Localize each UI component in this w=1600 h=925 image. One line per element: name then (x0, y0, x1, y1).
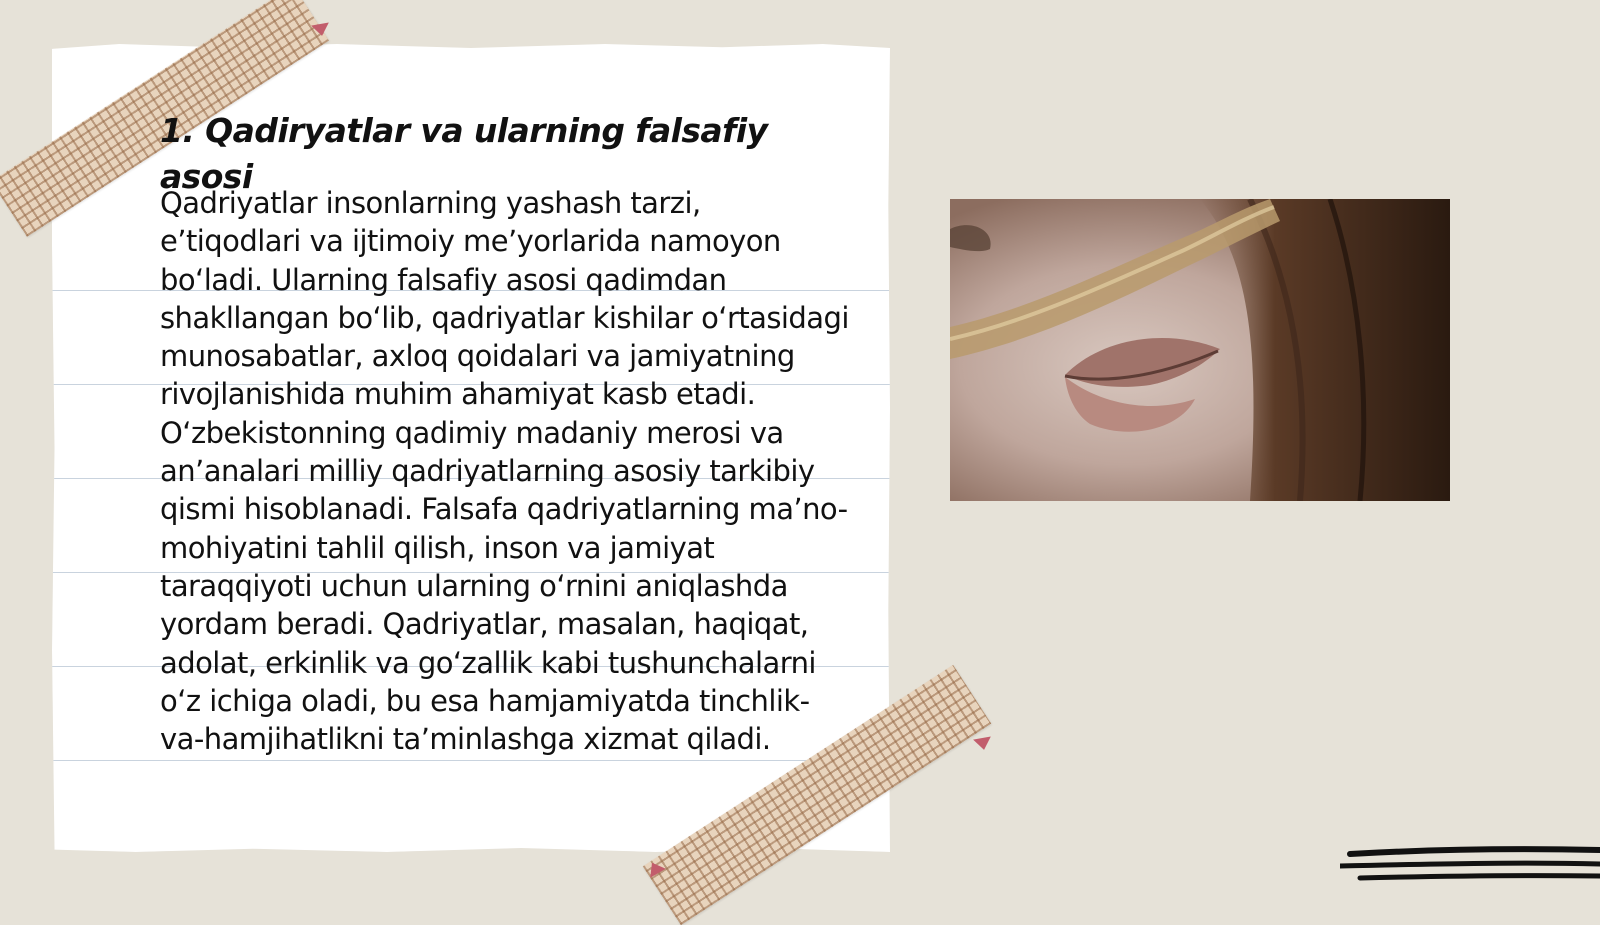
slide-body-text: Qadriyatlar insonlarning yashash tarzi, e’tiqodlari va ijtimoiy me’yorlarida namoyon bo‘ladi. Ularning falsafiy asosi qadimdan shakllangan bo‘lib, qadriyatlar kishilar o‘rtasidagi munosabatlar, axloq qoidalari va jamiyatning rivojlanishida muhim ahamiyat kasb etadi. O‘zbekistonning qadimiy madaniy merosi va an’analari milliy qadriyatlarning asosiy tarkibiy qismi hisoblanadi. Falsafa qadriyatlarning ma’no-mohiyatini tahlil qilish, inson va jamiyat taraqqiyoti uchun ularning o‘rnini aniqlashda yordam beradi. Qadriyatlar, masalan, haqiqat, adolat, erkinlik va go‘zallik kabi tushunchalarni o‘z ichiga oladi, bu esa hamjamiyatda tinchlik-va-hamjihatlikni ta’minlashga xizmat qiladi. (160, 186, 849, 757)
pin-icon (311, 23, 331, 38)
paper-rule-line (52, 760, 890, 761)
face-photo-illustration (950, 199, 1450, 501)
scribble-lines-icon (1340, 842, 1600, 892)
slide-title: 1. Qadiryatlar va ularning falsafiy asosi (160, 111, 768, 196)
pin-icon (973, 737, 993, 752)
slide-content (160, 108, 850, 758)
face-photo (950, 199, 1450, 501)
